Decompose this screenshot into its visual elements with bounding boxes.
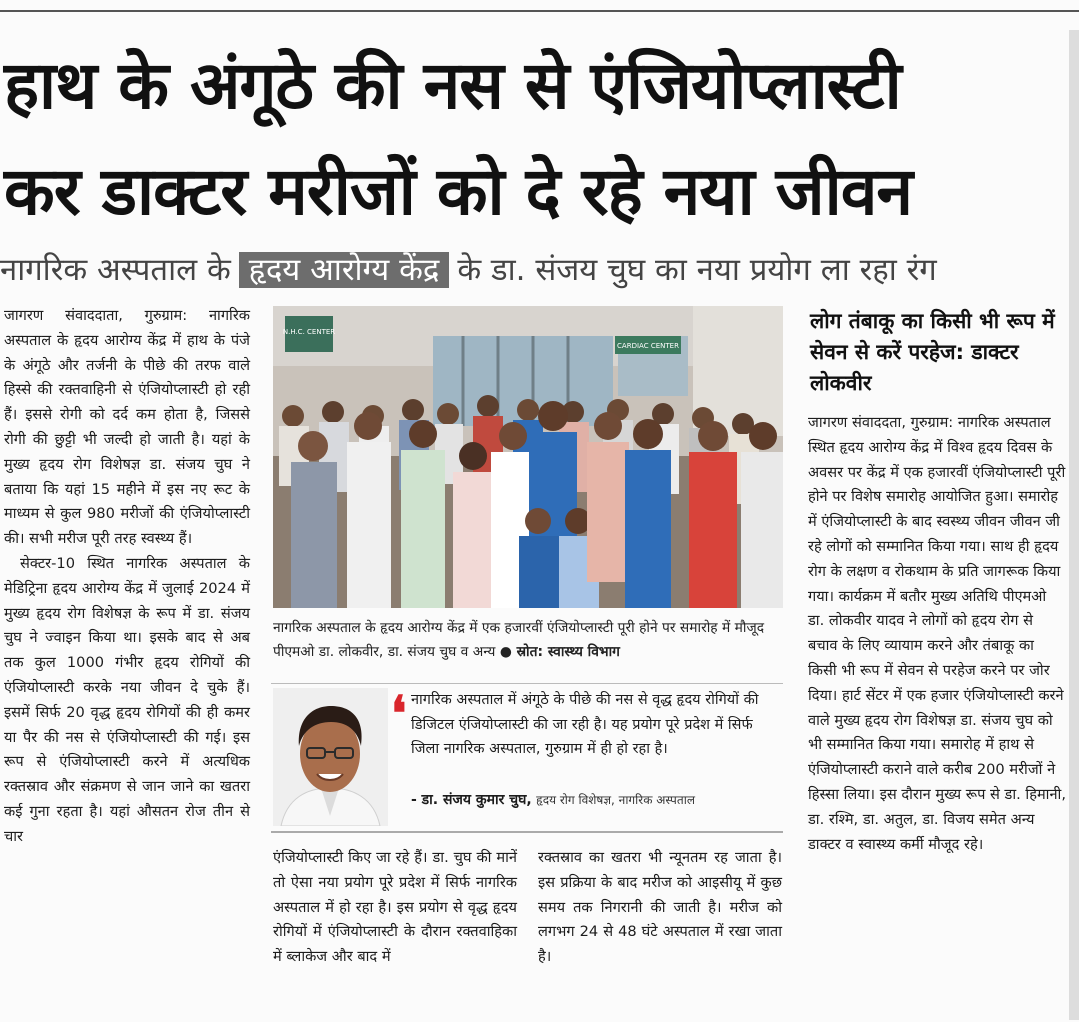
top-rule — [0, 10, 1079, 12]
photo-source: ● स्रोत: स्वास्थ्य विभाग — [499, 644, 620, 660]
sidebar-body: जागरण संवाददता, गुरुग्राम: नागरिक अस्पताल स्थित हृदय आरोग्य केंद्र में विश्व हृदय दिवस के अवसर पर केंद्र में एक हजारवीं एंजियोप्लास्टी पूरी होने पर विशेष समारोह आयोजित हुआ। समारोह में एंजियोप्लास्टी के बाद स्वस्थ्य जीवन जीवन जी रहे लोगों को सम्मानित किया गया। साथ ही हृदय रोग के लक्षण व रोकथाम के प्रति जागरूक किया गया। कार्यक्रम में बतौर मुख्य अतिथि पीएमओ डा. लोकवीर यादव ने लोगों को हृदय रोग से बचाव के लिए व्यायाम करने और तंबाकू का किसी भी रूप में सेवन से परहेज करने पर जोर दिया। हार्ट सेंटर में एक हजार एंजियोप्लास्टी करने वाले मुख्य हृदय रोग विशेषज्ञ डा. संजय चुघ को भी सम्मानित किया गया। समारोह में हाथ से एंजियोप्लास्टी कराने वाले करीब 200 मरीजों ने हिस्सा लिया। इस दौरान मुख्य रूप से डा. हिमानी, डा. रश्मि, डा. अतुल, डा. विजय समेत अन्य डाक्टर व स्वास्थ्य कर्मी मौजूद रहे। — [808, 414, 1066, 853]
sidebar-title: लोग तंबाकू का किसी भी रूप में सेवन से करें परहेज: डाक्टर लोकवीर — [810, 309, 1055, 395]
page-edge-strip — [1069, 30, 1079, 1020]
subheadline-highlight: हृदय आरोग्य केंद्र — [239, 252, 450, 288]
sign-left-text: N.H.C. CENTER — [282, 328, 336, 336]
article-column-1 — [4, 304, 250, 850]
event-photo-illustration — [273, 306, 783, 608]
subheadline — [0, 244, 1079, 296]
subheadline-before: नागरिक अस्पताल के — [0, 252, 231, 288]
headline-line-2: कर डाक्टर मरीजों को दे रहे नया जीवन — [4, 153, 913, 230]
subheadline-after: के डा. संजय चुघ का नया प्रयोग ला रहा रंग — [457, 252, 937, 288]
photo-caption-text: नागरिक अस्पताल के हृदय आरोग्य केंद्र में एक हजारवीं एंजियोप्लास्टी पूरी होने पर समारोह में मौजूद पीएमओ डा. लोकवीर, डा. संजय चुघ व अन्य — [273, 620, 765, 660]
quote-author-role: हृदय रोग विशेषज्ञ, नागरिक अस्पताल — [536, 793, 695, 807]
paragraph-1: जागरण संवाददाता, गुरुग्राम: नागरिक अस्पताल के हृदय आरोग्य केंद्र में हाथ के पंजे के अंगूठे और तर्जनी के पीछे की तरफ वाले हिस्से की रक्तवाहिनी से एंजियोप्लास्टी हो रही हैं। इससे रोगी को दर्द कम होता है, जिससे रोगी की छुट्टी भी जल्दी हो जाती है। यहां के मुख्य हृदय रोग विशेषज्ञ डा. संजय चुघ ने बताया कि यहां 15 महीने में इस नए रूट के माध्यम से कुल 980 मरीजों की एंजियोप्लास्टी की। सभी मरीज पूरी तरह स्वस्थ्य हैं। — [4, 307, 250, 548]
paragraph-2: सेक्टर-10 स्थित नागरिक अस्पताल के मेडिट्रिना हृदय आरोग्य केंद्र में जुलाई 2024 में मुख्य हृदय रोग विशेषज्ञ के रूप में डा. संजय चुघ ने ज्वाइन किया था। इसके बाद से अब तक कुल 1000 गंभीर हृदय रोगियों की एंजियोप्लास्टी करके नया जीवन दे चुके हैं। इसमें सिर्फ 20 वृद्ध हृदय रोगियों की ही कमर या पैर की नस से एंजियोप्लास्टी की गई। इस रूप से एंजियोप्लास्टी करने में अत्यधिक रक्तस्राव और संक्रमण से जान जाने का खतरा कई गुना रहता है। यहां औसतन रोज तीन से चार — [4, 554, 250, 845]
headline-line-1: हाथ के अंगूठे की नस से एंजियोप्लास्टी — [4, 47, 901, 124]
doctor-portrait — [273, 688, 388, 826]
quote-mark-icon: ❛ — [391, 686, 407, 742]
quote-signature — [411, 788, 779, 812]
sign-right-text: CARDIAC CENTER — [617, 342, 679, 350]
photo-caption — [273, 616, 783, 664]
article-column-3: रक्तस्राव का खतरा भी न्यूनतम रह जाता है। इस प्रक्रिया के बाद मरीज को आइसीयू में कुछ समय तक निगरानी की जाती है। मरीज को लगभग 24 से 48 घंटे अस्पताल में रखा जाता है। — [538, 849, 782, 966]
article-column-2: एंजियोप्लास्टी किए जा रहे हैं। डा. चुघ की मानें तो ऐसा नया प्रयोग पूरे प्रदेश में सिर्फ नागरिक अस्पताल में हो रहा है। इस प्रयोग से वृद्ध हृदय रोगियों में एंजियोप्लास्टी के दौरान रक्तवाहिका में ब्लाकेज और बाद में — [273, 849, 517, 966]
pull-quote — [271, 683, 783, 833]
quote-text: नागरिक अस्पताल में अंगूठे के पीछे की नस से वृद्ध हृदय रोगियों की डिजिटल एंजियोप्लास्टी की जा रही है। यह प्रयोग पूरे प्रदेश में सिर्फ जिला नागरिक अस्पताल, गुरुग्राम में ही हो रहा है। — [411, 692, 759, 758]
quote-author: - डा. संजय कुमार चुघ, — [411, 792, 532, 808]
doctor-portrait-illustration — [273, 688, 388, 826]
crowd-front-row — [291, 401, 783, 608]
event-photo — [273, 306, 783, 608]
